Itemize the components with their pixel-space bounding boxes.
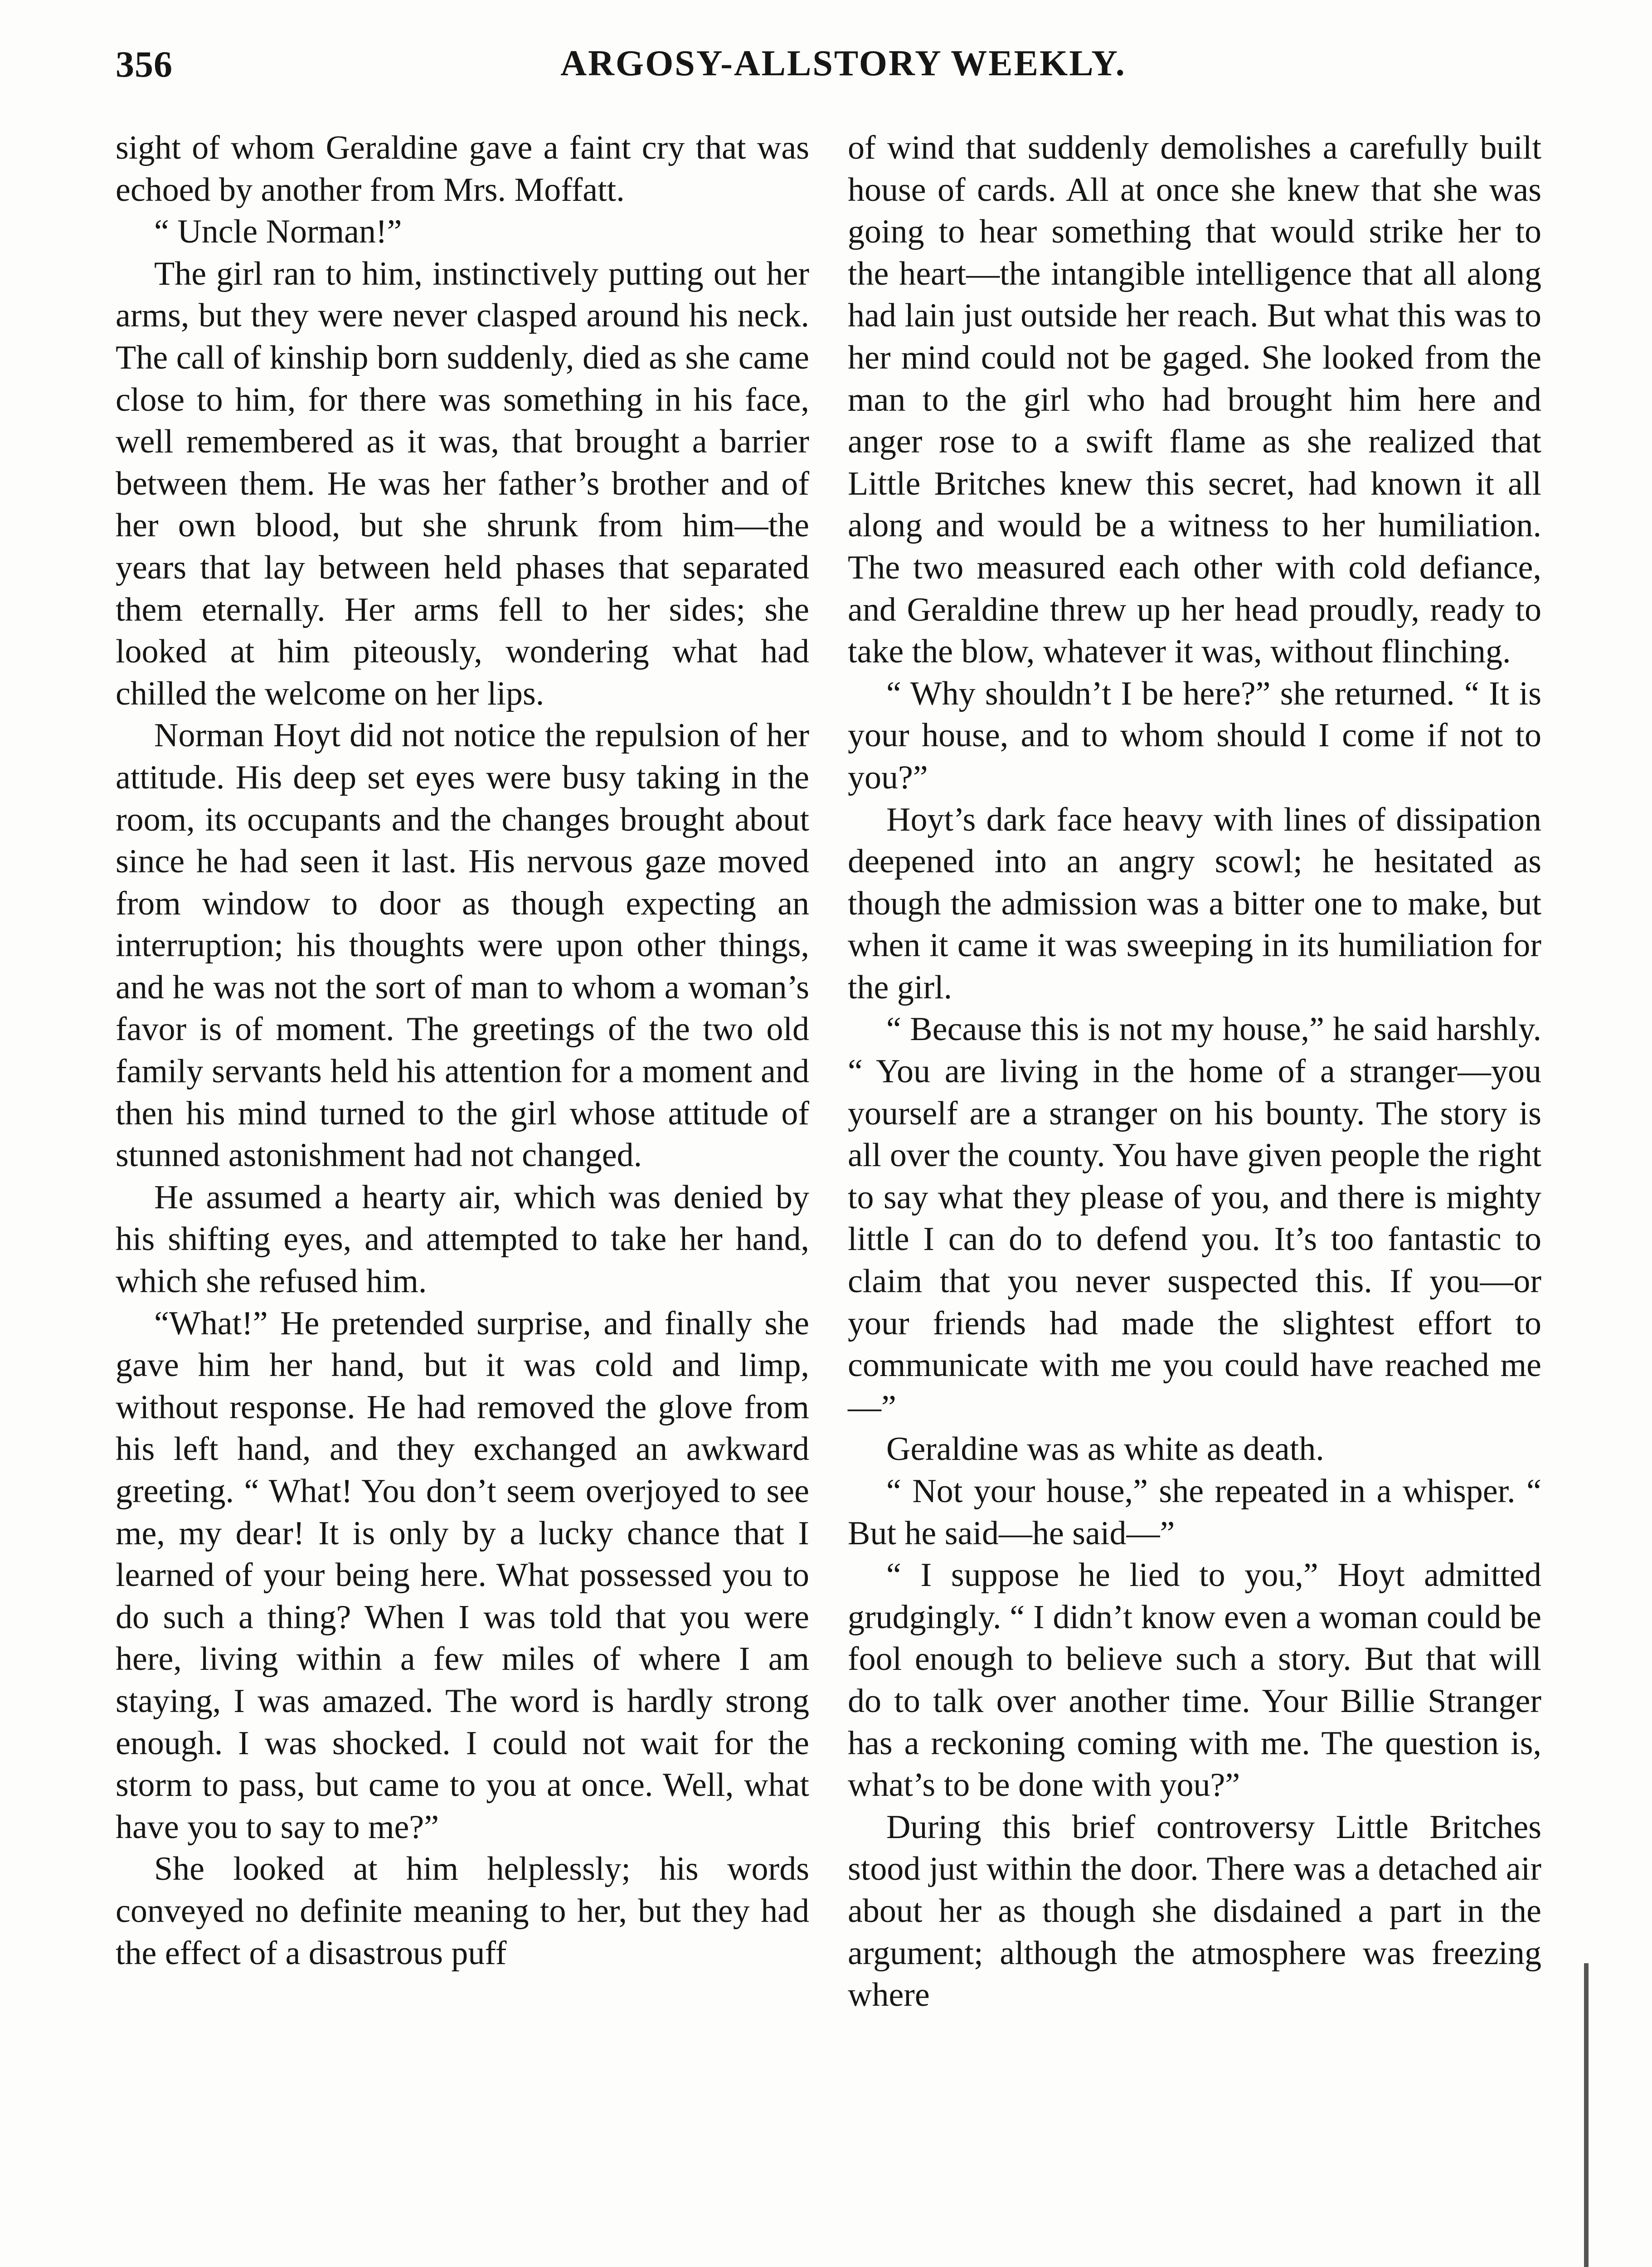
page-number: 356: [116, 44, 173, 85]
paragraph: “ Not your house,” she repeated in a whisper. “ But he said—he said—”: [848, 1473, 1541, 1552]
paragraph: Hoyt’s dark face heavy with lines of dissipation deepened into an angry scowl; he hesitated as though the admission was a bitter one to make, but when it came it was sweeping in its humiliation for the girl.: [848, 801, 1541, 1006]
paragraph: “ Because this is not my house,” he said harshly. “ You are living in the home of a stranger—you yourself are a stranger on his bounty. The story is all over the county. You have given people the right to say what they please of you, and there is mighty little I can do to defend you. It’s too fantastic to claim that you never suspected this. If you—or your friends had made the slightest effort to communicate with me you could have reached me—”: [848, 1011, 1541, 1426]
paragraph: of wind that suddenly demolishes a carefully built house of cards. All at once she knew that she was going to hear something that would strike her to the heart—the intangible intelligence that all along had lain just outside her reach. But what this was to her mind could not be gaged. She looked from the man to the girl who had brought him here and anger rose to a swift flame as she realized that Little Britches knew this secret, had known it all along and would be a witness to her humiliation. The two measured each other with cold defiance, and Geraldine threw up her head proudly, ready to take the blow, whatever it was, without flinching.: [848, 129, 1541, 671]
page-header: [116, 43, 1571, 97]
scan-edge-mark: [1584, 1963, 1589, 2267]
paragraph: “ I suppose he lied to you,” Hoyt admitted grudgingly. “ I didn’t know even a woman could be fool enough to believe such a story. But that will do to talk over another time. Your Billie Stranger has a reckoning coming with me. The question is, what’s to be done with you?”: [848, 1557, 1541, 1804]
left-column: [116, 127, 809, 1974]
paragraph: “ Why shouldn’t I be here?” she returned. “ It is your house, and to whom should I come if not to you?”: [848, 675, 1541, 796]
paragraph: sight of whom Geraldine gave a faint cry that was echoed by another from Mrs. Moffatt.: [116, 129, 809, 209]
running-head: ARGOSY-ALLSTORY WEEKLY.: [560, 44, 1126, 83]
paragraph: Geraldine was as white as death.: [886, 1430, 1324, 1468]
paragraph: She looked at him helplessly; his words conveyed no definite meaning to her, but they had the effect of a disastrous puff: [116, 1850, 809, 1972]
right-column: [848, 127, 1541, 2016]
paragraph: During this brief controversy Little Britches stood just within the door. There was a detached air about her as though she disdained a part in the argument; although the atmosphere was freezing where: [848, 1808, 1541, 2014]
paragraph: “What!” He pretended surprise, and finally she gave him her hand, but it was cold and limp, without response. He had removed the glove from his left hand, and they exchanged an awkward greeting. “ What! You don’t seem overjoyed to see me, my dear! It is only by a lucky chance that I learned of your being here. What possessed you to do such a thing? When I was told that you were here, living within a few miles of where I am staying, I was amazed. The word is hardly strong enough. I was shocked. I could not wait for the storm to pass, but came to you at once. Well, what have you to say to me?”: [116, 1304, 809, 1846]
paragraph: He assumed a hearty air, which was denied by his shifting eyes, and attempted to take her hand, which she refused him.: [116, 1178, 809, 1300]
paragraph: “ Uncle Norman!”: [154, 213, 402, 251]
paragraph: Norman Hoyt did not notice the repulsion of her attitude. His deep set eyes were busy taking in the room, its occupants and the changes brought about since he had seen it last. His nervous gaze moved from window to door as though expecting an interruption; his thoughts were upon other things, and he was not the sort of man to whom a woman’s favor is of moment. The greetings of the two old family servants held his attention for a moment and then his mind turned to the girl whose attitude of stunned astonishment had not changed.: [116, 717, 809, 1174]
paragraph: The girl ran to him, instinctively putting out her arms, but they were never clasped around his neck. The call of kinship born suddenly, died as she came close to him, for there was something in his face, well remembered as it was, that brought a barrier between them. He was her father’s brother and of her own blood, but she shrunk from him—the years that lay between held phases that separated them eternally. Her arms fell to her sides; she looked at him piteously, wondering what had chilled the welcome on her lips.: [116, 255, 809, 712]
